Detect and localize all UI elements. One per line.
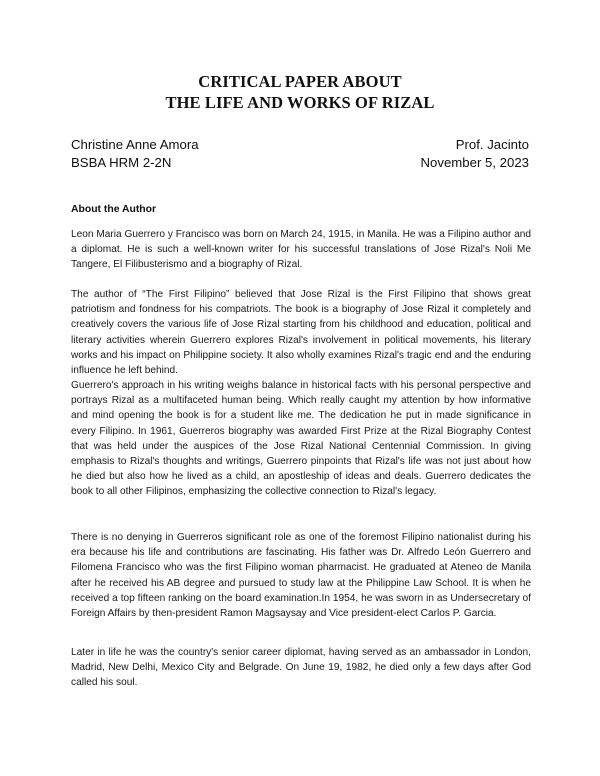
author-name: Christine Anne Amora [71,137,199,152]
section-heading: About the Author [71,204,157,215]
paragraph: There is no denying in Guerreros significant role as one of the foremost Filipino nationalist during his era because his life and contributions are fascinating. His father was Dr. Alfredo León Guerrero and Filomena Francisco who was the first Filipino woman pharmacist. He graduated at Ateneo de Manila after he received his AB degree and pursued to study law at the Philippine Law School. It is when he received a top fifteen ranking on the board examination.In 1954, he was sworn in as Undersecretary of Foreign Affairs by then-president Ramon Magsaysay and Vice president-elect Carlos P. Garcia. [71,532,531,620]
paragraph: The author of “The First Filipino” believed that Jose Rizal is the First Filipino that shows great patriotism and fondness for his compatriots. The book is a biography of Jose Rizal it completely and creatively covers the various life of Jose Rizal starting from his childhood and education, political and literary activities wherein Guerrero explores Rizal's involvement in political movements, his literary works and his impact on Philippine society. It also wholly examines Rizal's tragic end and the enduring influence he left behind. [71,289,531,377]
paragraph: Later in life he was the country's senior career diplomat, having served as an ambassador in London, Madrid, New Delhi, Mexico City and Belgrade. On June 19, 1982, he died only a few days after God called his soul. [71,647,531,689]
instructor-name: Prof. Jacinto [455,137,529,152]
paragraph: Guerrero's approach in his writing weighs balance in historical facts with his personal perspective and portrays Rizal as a multifaceted human being. Which really caught my attention by how informative and mind opening the book is for a student like me. The dedication he put in made significance in every Filipino. In 1961, Guerreros biography was awarded First Prize at the Rizal Biography Contest that was held under the auspices of the Jose Rizal National Centennial Commission. In giving emphasis to Rizal's thoughts and writings, Guerrero pinpoints that Rizal's life was not just about how he died but also how he lived as a child, an apostleship of ideas and deals. Guerrero dedicates the book to all other Filipinos, emphasizing the collective connection to Rizal's legacy. [71,380,531,498]
document-title-line-1: CRITICAL PAPER ABOUT [198,72,402,91]
author-section: BSBA HRM 2-2N [71,155,172,170]
document-title-line-2: THE LIFE AND WORKS OF RIZAL [165,93,435,112]
submission-date: November 5, 2023 [420,155,529,170]
paragraph: Leon Maria Guerrero y Francisco was born on March 24, 1915, in Manila. He was a Filipino author and a diplomat. He is such a well-known writer for his successful translations of Jose Rizal's Noli Me Tangere, El Filibusterismo and a biography of Rizal. [71,229,531,271]
